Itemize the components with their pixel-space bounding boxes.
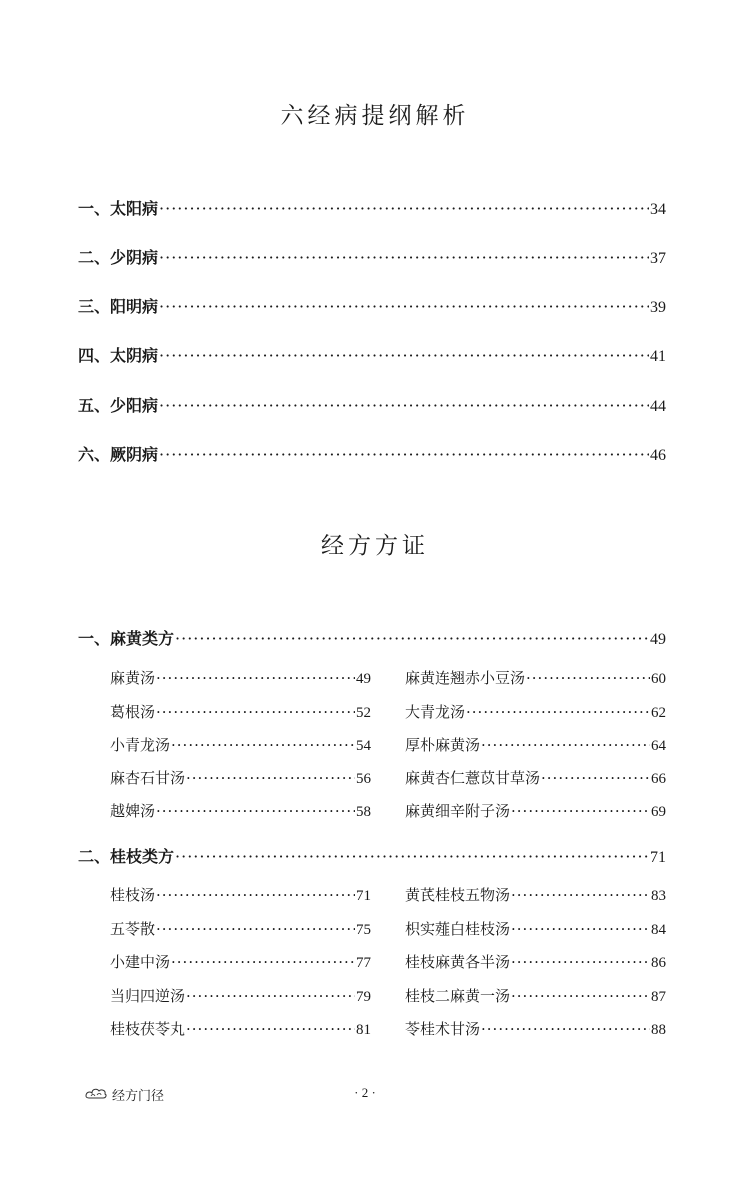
toc-entry[interactable] — [78, 393, 666, 416]
toc-entry-label: 三、阳明病 — [78, 297, 159, 316]
dot-leader — [159, 445, 649, 464]
toc-subentry-label: 枳实薤白桂枝汤 — [405, 920, 511, 938]
toc-subentry-label: 麻黄连翘赤小豆汤 — [405, 669, 526, 687]
dot-leader — [156, 703, 355, 721]
dot-leader — [156, 920, 355, 938]
toc-subentry[interactable] — [405, 701, 666, 722]
running-book-title: 经方门径 — [112, 1089, 165, 1104]
toc-subentry-page: 83 — [651, 888, 666, 904]
toc-subentry-label: 小建中汤 — [110, 953, 171, 971]
toc-subentry-label: 麻黄汤 — [110, 669, 156, 687]
toc-subentry[interactable] — [110, 918, 371, 939]
toc-entry-page: 49 — [650, 631, 666, 648]
toc-subentry[interactable] — [110, 985, 371, 1006]
toc-subentry-page: 52 — [356, 705, 371, 721]
toc-subentry-label: 大青龙汤 — [405, 703, 466, 721]
toc-subentry-page: 84 — [651, 922, 666, 938]
dot-leader — [159, 297, 649, 316]
toc-subentry-page: 58 — [356, 804, 371, 820]
toc-entry-page: 34 — [650, 201, 666, 218]
dot-leader — [171, 736, 355, 754]
toc-entry-label: 二、桂枝类方 — [78, 847, 175, 866]
toc-entry-label: 一、太阳病 — [78, 199, 159, 218]
dot-leader — [511, 886, 650, 904]
toc-entry-page: 41 — [650, 348, 666, 365]
dot-leader — [159, 248, 649, 267]
toc-subentry-label: 五苓散 — [110, 920, 156, 938]
toc-subentry[interactable] — [405, 884, 666, 905]
toc-subentry-label: 越婢汤 — [110, 802, 156, 820]
dot-leader — [541, 769, 650, 787]
toc-entry-page: 39 — [650, 299, 666, 316]
toc-subentry-label: 桂枝汤 — [110, 886, 156, 904]
toc-subentry-page: 79 — [356, 989, 371, 1005]
toc-subentry[interactable] — [110, 800, 371, 821]
dot-leader — [511, 987, 650, 1005]
toc-subentry-page: 81 — [356, 1022, 371, 1038]
toc-subentry-page: 54 — [356, 738, 371, 754]
toc-subentry-page: 62 — [651, 705, 666, 721]
toc-subentry-label: 苓桂术甘汤 — [405, 1020, 481, 1038]
toc-entry-label: 五、少阳病 — [78, 396, 159, 415]
section-title-classic-formulas: 经方方证 — [321, 533, 429, 559]
toc-subentry-label: 厚朴麻黄汤 — [405, 736, 481, 754]
toc-entry-page: 37 — [650, 250, 666, 267]
toc-subentry-page: 71 — [356, 888, 371, 904]
toc-subentry[interactable] — [110, 951, 371, 972]
toc-entry[interactable] — [78, 294, 666, 317]
toc-subentry-page: 86 — [651, 955, 666, 971]
dot-leader — [171, 953, 355, 971]
dot-leader — [186, 987, 355, 1005]
toc-group-entry[interactable] — [78, 844, 666, 867]
toc-entry-label: 一、麻黄类方 — [78, 629, 175, 648]
toc-subentry-page: 75 — [356, 922, 371, 938]
toc-subentry-page: 69 — [651, 804, 666, 820]
toc-entry-label: 二、少阴病 — [78, 248, 159, 267]
dot-leader — [511, 953, 650, 971]
toc-subentry-page: 66 — [651, 771, 666, 787]
toc-subentry-page: 60 — [651, 671, 666, 687]
toc-subentry-label: 小青龙汤 — [110, 736, 171, 754]
toc-subentry-page: 87 — [651, 989, 666, 1005]
dot-leader — [466, 703, 650, 721]
toc-subentry[interactable] — [405, 800, 666, 821]
dot-leader — [156, 802, 355, 820]
section-title-six-meridians: 六经病提纲解析 — [280, 103, 470, 129]
toc-entry-page: 71 — [650, 849, 666, 866]
toc-subentry-page: 64 — [651, 738, 666, 754]
dot-leader — [175, 847, 649, 866]
toc-entry-label: 六、厥阴病 — [78, 445, 159, 464]
toc-entry[interactable] — [78, 343, 666, 366]
toc-group-entry[interactable] — [78, 626, 666, 649]
toc-subentry-label: 麻黄杏仁薏苡甘草汤 — [405, 769, 541, 787]
page-number: · 2 · — [354, 1085, 376, 1100]
toc-subentry-page: 88 — [651, 1022, 666, 1038]
toc-subentry[interactable] — [110, 667, 371, 688]
toc-subentry-label: 桂枝茯苓丸 — [110, 1020, 186, 1038]
toc-subentry-label: 葛根汤 — [110, 703, 156, 721]
toc-subentry[interactable] — [110, 734, 371, 755]
dot-leader — [156, 669, 355, 687]
toc-entry-page: 44 — [650, 398, 666, 415]
toc-subentry-page: 77 — [356, 955, 371, 971]
toc-subentry[interactable] — [405, 1018, 666, 1039]
toc-subentry-label: 麻杏石甘汤 — [110, 769, 186, 787]
toc-entry[interactable] — [78, 196, 666, 219]
toc-subentry[interactable] — [405, 985, 666, 1006]
toc-subentry[interactable] — [405, 767, 666, 788]
toc-subentry[interactable] — [110, 1018, 371, 1039]
toc-entry-page: 46 — [650, 447, 666, 464]
toc-subentry-label: 麻黄细辛附子汤 — [405, 802, 511, 820]
toc-entry[interactable] — [78, 245, 666, 268]
toc-subentry[interactable] — [405, 918, 666, 939]
dot-leader — [186, 1020, 355, 1038]
toc-subentry[interactable] — [405, 667, 666, 688]
toc-subentry[interactable] — [110, 884, 371, 905]
dot-leader — [159, 396, 649, 415]
toc-subentry-page: 49 — [356, 671, 371, 687]
dot-leader — [186, 769, 355, 787]
dot-leader — [159, 346, 649, 365]
dot-leader — [175, 629, 649, 648]
dot-leader — [159, 199, 649, 218]
toc-subentry[interactable] — [110, 701, 371, 722]
dot-leader — [511, 802, 650, 820]
toc-entry-label: 四、太阴病 — [78, 346, 159, 365]
dot-leader — [511, 920, 650, 938]
toc-subentry-label: 黄芪桂枝五物汤 — [405, 886, 511, 904]
toc-subentry-page: 56 — [356, 771, 371, 787]
toc-entry[interactable] — [78, 442, 666, 465]
toc-subentry-label: 桂枝麻黄各半汤 — [405, 953, 511, 971]
toc-subentry-label: 桂枝二麻黄一汤 — [405, 987, 511, 1005]
dot-leader — [481, 736, 650, 754]
dot-leader — [156, 886, 355, 904]
toc-subentry[interactable] — [110, 767, 371, 788]
dot-leader — [481, 1020, 650, 1038]
toc-subentry-label: 当归四逆汤 — [110, 987, 186, 1005]
toc-subentry[interactable] — [405, 951, 666, 972]
toc-subentry[interactable] — [405, 734, 666, 755]
dot-leader — [526, 669, 650, 687]
